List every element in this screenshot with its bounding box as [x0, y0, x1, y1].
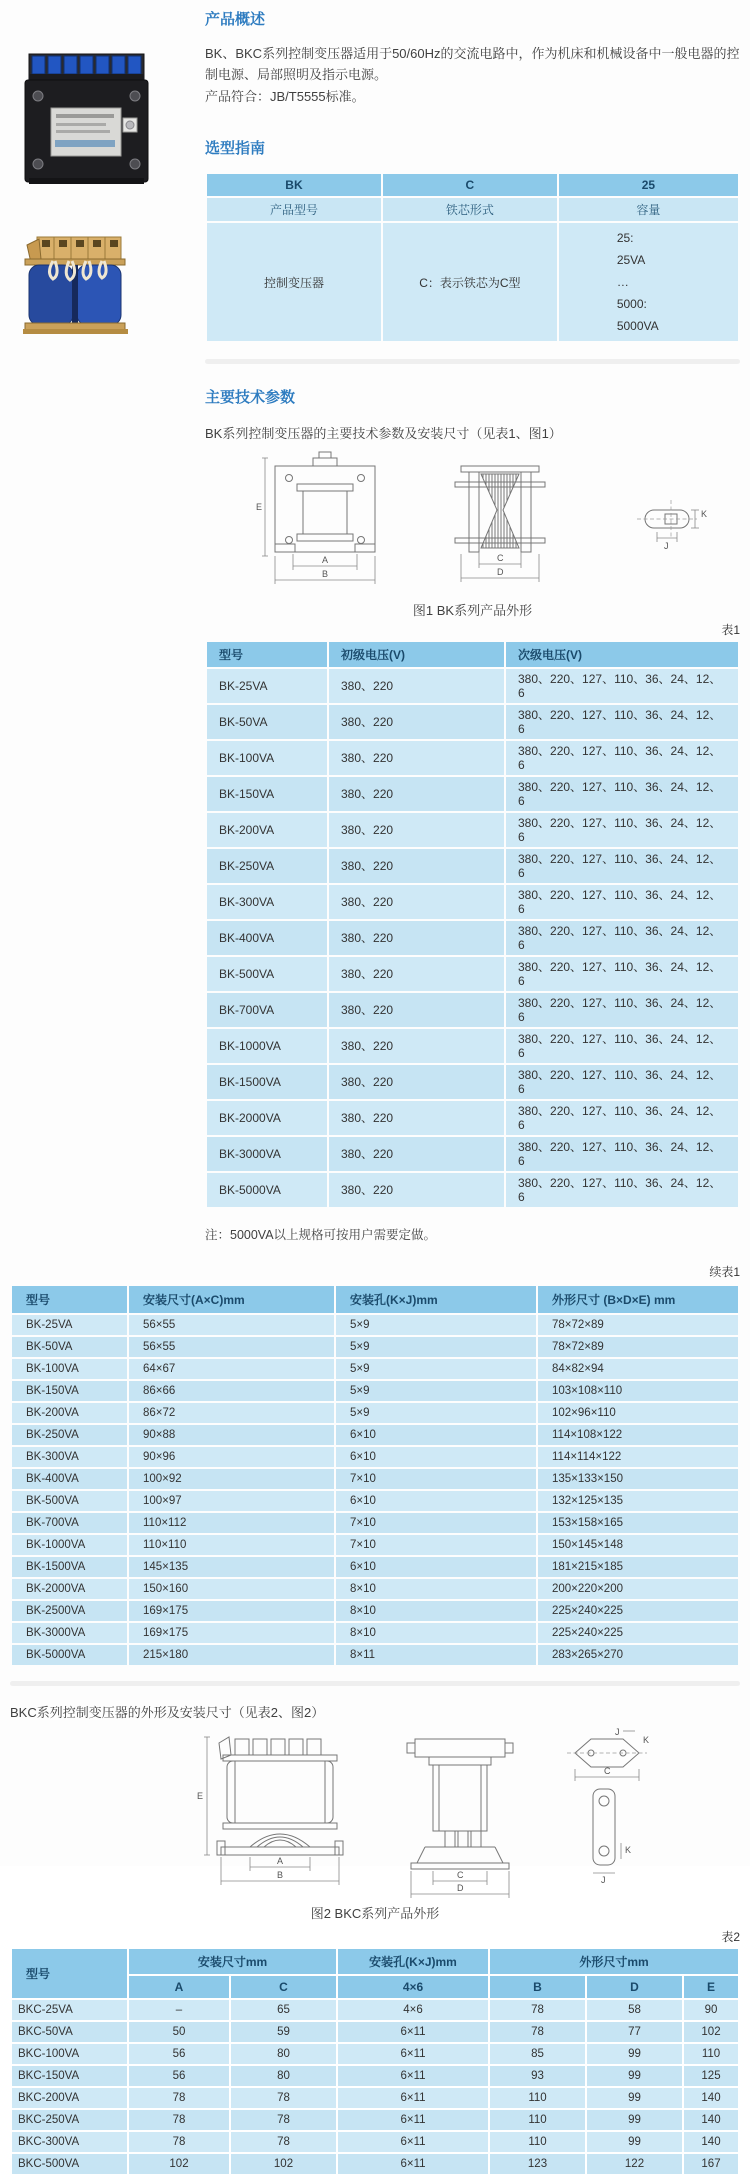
fig2-dim-c: C — [457, 1870, 464, 1881]
table-cell: 64×67 — [129, 1359, 334, 1379]
table-cell: 5×9 — [336, 1381, 536, 1401]
model-cell: BK-25VA — [207, 669, 327, 703]
table-row — [12, 1337, 738, 1357]
model-cell: BK-250VA — [207, 849, 327, 883]
overview-heading: 产品概述 — [205, 11, 266, 28]
fig1-dim-b: B — [322, 569, 329, 580]
model-cell: BK-700VA — [12, 1513, 127, 1533]
table-cell: 58 — [587, 2000, 682, 2020]
table-row — [207, 921, 738, 955]
table-cell: 78 — [231, 2132, 336, 2152]
table-cell: 78 — [490, 2000, 585, 2020]
table-row — [12, 1315, 738, 1335]
table-cell: 5×9 — [336, 1337, 536, 1357]
table-row — [12, 2088, 738, 2108]
table-cell: 6×11 — [338, 2154, 488, 2174]
table-row — [12, 1381, 738, 1401]
table-cell: 78×72×89 — [538, 1315, 738, 1335]
table-cell: 380、220、127、110、36、24、12、6 — [506, 1137, 738, 1171]
model-cell: BK-25VA — [12, 1315, 127, 1335]
cont-header-hole: 安装孔(K×J)mm — [336, 1286, 536, 1313]
selection-heading: 选型指南 — [205, 140, 266, 158]
model-cell: BK-250VA — [12, 1425, 127, 1445]
table-cell: 380、220、127、110、36、24、12、6 — [506, 741, 738, 775]
model-cell: BK-2000VA — [12, 1579, 127, 1599]
table-cell: 90×88 — [129, 1425, 334, 1445]
figure1-caption: 图1 BK系列产品外形 — [412, 603, 533, 619]
table-cell: 380、220、127、110、36、24、12、6 — [506, 885, 738, 919]
model-cell: BK-100VA — [12, 1359, 127, 1379]
model-cell: BK-400VA — [207, 921, 327, 955]
model-cell: BK-300VA — [12, 1447, 127, 1467]
table-cell: 123 — [490, 2154, 585, 2174]
table-cell: 6×10 — [336, 1425, 536, 1445]
table-cell: 80 — [231, 2044, 336, 2064]
model-cell: BK-300VA — [207, 885, 327, 919]
table-cell: 56×55 — [129, 1337, 334, 1357]
fig1-dim-k: K — [701, 509, 708, 520]
model-cell: BKC-200VA — [12, 2088, 127, 2108]
table-cell: 78 — [129, 2088, 229, 2108]
fig1-dim-c: C — [497, 553, 504, 564]
table-cell: 50 — [129, 2022, 229, 2042]
table-cell: 6×10 — [336, 1447, 536, 1467]
table-cell: 122 — [587, 2154, 682, 2174]
fig2-dim-b: B — [277, 1870, 284, 1881]
table-cell: 380、220、127、110、36、24、12、6 — [506, 849, 738, 883]
table-cell: 140 — [684, 2132, 738, 2152]
model-cell: BK-200VA — [12, 1403, 127, 1423]
table-cell: 6×11 — [338, 2044, 488, 2064]
model-cell: BK-100VA — [207, 741, 327, 775]
table-cell: 6×11 — [338, 2110, 488, 2130]
table-cell: 86×72 — [129, 1403, 334, 1423]
table-cell: 102 — [129, 2154, 229, 2174]
table-row — [207, 669, 738, 703]
table-row — [207, 198, 738, 221]
figure2-bkc-outline-drawing — [65, 1727, 685, 1899]
table-row — [207, 957, 738, 991]
table-cell: 114×114×122 — [538, 1447, 738, 1467]
model-cell: BKC-100VA — [12, 2044, 127, 2064]
table-row — [12, 1949, 738, 1974]
section-divider — [205, 359, 740, 364]
t2-header-mount-group: 安装尺寸mm — [129, 1949, 336, 1974]
table-cell: 153×158×165 — [538, 1513, 738, 1533]
cont-header-model: 型号 — [12, 1286, 127, 1313]
table-cell: 102 — [684, 2022, 738, 2042]
table-cell: 85 — [490, 2044, 585, 2064]
model-cell: BK-1000VA — [207, 1029, 327, 1063]
selection-guide-table — [205, 172, 740, 343]
bkc-transformer-photo — [23, 235, 128, 335]
table-cell: 7×10 — [336, 1535, 536, 1555]
table-cell: 8×11 — [336, 1645, 536, 1665]
table-cell: 86×66 — [129, 1381, 334, 1401]
table-cell: 380、220 — [329, 1101, 504, 1135]
table-cell: 169×175 — [129, 1601, 334, 1621]
sel-sub-capacity: 容量 — [559, 198, 738, 221]
fig1-dim-d: D — [497, 567, 504, 578]
table-row — [12, 2110, 738, 2130]
table-cell: 380、220、127、110、36、24、12、6 — [506, 705, 738, 739]
table-cell: 380、220、127、110、36、24、12、6 — [506, 1029, 738, 1063]
table-cell: 102×96×110 — [538, 1403, 738, 1423]
table-cell: 380、220 — [329, 993, 504, 1027]
t2-sub-b: B — [490, 1976, 585, 1998]
table-cell: 225×240×225 — [538, 1623, 738, 1643]
table-row — [12, 1469, 738, 1489]
model-cell: BKC-300VA — [12, 2132, 127, 2152]
table-cell: 114×108×122 — [538, 1425, 738, 1445]
table-cell: 99 — [587, 2132, 682, 2152]
table-cell: 169×175 — [129, 1623, 334, 1643]
table-cell: 380、220 — [329, 1029, 504, 1063]
t2-header-outline-group: 外形尺寸mm — [490, 1949, 738, 1974]
model-cell: BK-2500VA — [12, 1601, 127, 1621]
model-cell: BKC-500VA — [12, 2154, 127, 2174]
table-cell: 6×11 — [338, 2022, 488, 2042]
fig2-dim-d: D — [457, 1883, 464, 1894]
table-row — [12, 1601, 738, 1621]
table-cell: 59 — [231, 2022, 336, 2042]
tech-intro: BK系列控制变压器的主要技术参数及安装尺寸（见表1、图1） — [205, 426, 562, 442]
table-cell: 380、220 — [329, 669, 504, 703]
sel-sub-core: 铁芯形式 — [383, 198, 557, 221]
capacity-line: 25VA — [616, 253, 646, 268]
capacity-line: 5000: — [616, 297, 647, 312]
model-cell: BK-50VA — [207, 705, 327, 739]
table-cell: 77 — [587, 2022, 682, 2042]
sel-sub-model: 产品型号 — [207, 198, 381, 221]
table-cell: 78 — [490, 2022, 585, 2042]
table-cell: 150×145×148 — [538, 1535, 738, 1555]
table-row — [12, 2066, 738, 2086]
table-cell: 380、220 — [329, 1173, 504, 1207]
table-cell: 6×11 — [338, 2088, 488, 2108]
table-row — [12, 1513, 738, 1533]
table-cell: 93 — [490, 2066, 585, 2086]
table-row — [207, 223, 738, 341]
table-cell: 225×240×225 — [538, 1601, 738, 1621]
model-cell: BK-500VA — [207, 957, 327, 991]
table-cell: 380、220、127、110、36、24、12、6 — [506, 957, 738, 991]
table-row — [207, 174, 738, 196]
table-cell: 103×108×110 — [538, 1381, 738, 1401]
table-cell: 150×160 — [129, 1579, 334, 1599]
table-cell: 4×6 — [338, 2000, 488, 2020]
model-cell: BKC-250VA — [12, 2110, 127, 2130]
table-row — [207, 813, 738, 847]
table-cell: 8×10 — [336, 1579, 536, 1599]
table-cell: 8×10 — [336, 1601, 536, 1621]
table-cell: 380、220 — [329, 885, 504, 919]
table-cell: 110×110 — [129, 1535, 334, 1555]
table-row — [12, 1491, 738, 1511]
fig1-dim-e: E — [256, 502, 263, 513]
table-cell: 125 — [684, 2066, 738, 2086]
table-cell: 7×10 — [336, 1513, 536, 1533]
sel-capacity-cell — [559, 223, 738, 341]
table-row — [12, 1359, 738, 1379]
cont-header-outline: 外形尺寸 (B×D×E) mm — [538, 1286, 738, 1313]
table-row — [12, 2022, 738, 2042]
model-cell: BK-1500VA — [12, 1557, 127, 1577]
bk-voltage-table — [205, 640, 740, 1209]
model-cell: BK-2000VA — [207, 1101, 327, 1135]
figure1-bk-outline-drawing — [205, 448, 740, 596]
t2-sub-hole: 4×6 — [338, 1976, 488, 1998]
table-cell: 110 — [684, 2044, 738, 2064]
table-row — [207, 1065, 738, 1099]
table-cell: 5×9 — [336, 1359, 536, 1379]
t2-sub-d: D — [587, 1976, 682, 1998]
table-row — [207, 1173, 738, 1207]
table-cell: – — [129, 2000, 229, 2020]
table-cell: 380、220、127、110、36、24、12、6 — [506, 777, 738, 811]
table-cell: 380、220 — [329, 1065, 504, 1099]
table-cell: 132×125×135 — [538, 1491, 738, 1511]
model-cell: BK-3000VA — [12, 1623, 127, 1643]
table-cell: 380、220 — [329, 777, 504, 811]
model-cell: BK-200VA — [207, 813, 327, 847]
table-row — [207, 849, 738, 883]
cont-table-label: 续表1 — [709, 1265, 740, 1280]
table-row — [12, 2000, 738, 2020]
table-cell: 140 — [684, 2110, 738, 2130]
table-cell: 380、220 — [329, 1137, 504, 1171]
table-cell: 145×135 — [129, 1557, 334, 1577]
table-row — [207, 993, 738, 1027]
table-cell: 167 — [684, 2154, 738, 2174]
table-cell: 78 — [129, 2132, 229, 2152]
fig2-dim-e: E — [197, 1791, 204, 1802]
model-cell: BK-150VA — [207, 777, 327, 811]
model-cell: BK-5000VA — [12, 1645, 127, 1665]
table2-label: 表2 — [721, 1930, 740, 1945]
bkc-dimensions-table — [10, 1947, 740, 2176]
table-cell: 90×96 — [129, 1447, 334, 1467]
table-cell: 380、220 — [329, 849, 504, 883]
overview-line-1: BK、BKC系列控制变压器适用于50/60Hz的交流电路中，作为机床和机械设备中一般电器的控制电源、局部照明及指示电源。 — [205, 46, 740, 83]
table-cell: 6×11 — [338, 2066, 488, 2086]
capacity-line: 25: — [616, 231, 634, 246]
sel-header-c: C — [383, 174, 557, 196]
table-cell: 380、220、127、110、36、24、12、6 — [506, 813, 738, 847]
table-cell: 99 — [587, 2110, 682, 2130]
table-cell: 283×265×270 — [538, 1645, 738, 1665]
table-row — [12, 1579, 738, 1599]
table-cell: 110 — [490, 2088, 585, 2108]
sel-header-bk: BK — [207, 174, 381, 196]
model-cell: BK-500VA — [12, 1491, 127, 1511]
table-cell: 380、220、127、110、36、24、12、6 — [506, 921, 738, 955]
table-cell: 78×72×89 — [538, 1337, 738, 1357]
model-cell: BKC-25VA — [12, 2000, 127, 2020]
t1-header-secondary: 次级电压(V) — [506, 642, 738, 667]
table-cell: 380、220、127、110、36、24、12、6 — [506, 1173, 738, 1207]
t2-header-model: 型号 — [12, 1949, 127, 1998]
table-row — [207, 705, 738, 739]
t2-header-hole-group: 安装孔(K×J)mm — [338, 1949, 488, 1974]
tech-heading: 主要技术参数 — [205, 389, 296, 407]
table-cell: 135×133×150 — [538, 1469, 738, 1489]
table-cell: 5×9 — [336, 1403, 536, 1423]
table-cell: 110 — [490, 2132, 585, 2152]
table-cell: 380、220、127、110、36、24、12、6 — [506, 1065, 738, 1099]
capacity-line: 5000VA — [616, 319, 659, 334]
table-cell: 78 — [231, 2088, 336, 2108]
bkc-intro: BKC系列控制变压器的外形及安装尺寸（见表2、图2） — [10, 1705, 325, 1721]
fig1-dim-j: J — [664, 541, 669, 552]
table-row — [207, 1101, 738, 1135]
table-cell: 6×10 — [336, 1491, 536, 1511]
table-row — [12, 1535, 738, 1555]
table-cell: 380、220 — [329, 741, 504, 775]
cont-header-mount: 安装尺寸(A×C)mm — [129, 1286, 334, 1313]
capacity-line: … — [616, 275, 629, 290]
table-cell: 56×55 — [129, 1315, 334, 1335]
table-cell: 110 — [490, 2110, 585, 2130]
t2-sub-c: C — [231, 1976, 336, 1998]
bk-dimensions-table — [10, 1284, 740, 1667]
model-cell: BKC-50VA — [12, 2022, 127, 2042]
table-cell: 380、220、127、110、36、24、12、6 — [506, 1101, 738, 1135]
table-cell: 90 — [684, 2000, 738, 2020]
model-cell: BK-1500VA — [207, 1065, 327, 1099]
fig2-dim-k2: K — [625, 1845, 632, 1856]
table-row — [12, 2154, 738, 2174]
table-cell: 78 — [231, 2110, 336, 2130]
table-cell: 65 — [231, 2000, 336, 2020]
table-cell: 200×220×200 — [538, 1579, 738, 1599]
fig2-dim-j2: J — [601, 1875, 606, 1886]
fig2-dim-a: A — [277, 1856, 284, 1867]
table-cell: 99 — [587, 2044, 682, 2064]
model-cell: BKC-150VA — [12, 2066, 127, 2086]
table-row — [12, 1645, 738, 1665]
table-cell: 56 — [129, 2044, 229, 2064]
t2-sub-e: E — [684, 1976, 738, 1998]
table-cell: 8×10 — [336, 1623, 536, 1643]
model-cell: BK-700VA — [207, 993, 327, 1027]
table-cell: 99 — [587, 2066, 682, 2086]
t2-sub-a: A — [129, 1976, 229, 1998]
table-cell: 380、220 — [329, 705, 504, 739]
table-row — [12, 1623, 738, 1643]
table-row — [12, 1425, 738, 1445]
table-cell: 84×82×94 — [538, 1359, 738, 1379]
fig2-dim-j-top: J — [615, 1727, 620, 1738]
table-cell: 380、220 — [329, 921, 504, 955]
table-cell: 80 — [231, 2066, 336, 2086]
sel-core-cell: C：表示铁芯为C型 — [383, 223, 557, 341]
table-cell: 5×9 — [336, 1315, 536, 1335]
table-row — [12, 1447, 738, 1467]
table-row — [207, 642, 738, 667]
table-cell: 78 — [129, 2110, 229, 2130]
table1-note: 注：5000VA以上规格可按用户需要定做。 — [205, 1228, 437, 1243]
table-cell: 56 — [129, 2066, 229, 2086]
table-cell: 6×11 — [338, 2132, 488, 2152]
table-row — [12, 2132, 738, 2152]
fig1-dim-a: A — [322, 555, 329, 566]
t1-header-primary: 初级电压(V) — [329, 642, 504, 667]
table-cell: 380、220 — [329, 957, 504, 991]
table-cell: 110×112 — [129, 1513, 334, 1533]
table-row — [12, 1403, 738, 1423]
fig2-dim-c2: C — [604, 1766, 611, 1777]
table-row — [207, 1029, 738, 1063]
model-cell: BK-150VA — [12, 1381, 127, 1401]
sel-header-25: 25 — [559, 174, 738, 196]
model-cell: BK-3000VA — [207, 1137, 327, 1171]
table-cell: 380、220、127、110、36、24、12、6 — [506, 669, 738, 703]
table-row — [207, 741, 738, 775]
table-cell: 7×10 — [336, 1469, 536, 1489]
table-cell: 181×215×185 — [538, 1557, 738, 1577]
table-cell: 99 — [587, 2088, 682, 2108]
table-cell: 100×97 — [129, 1491, 334, 1511]
section-divider — [10, 1681, 740, 1686]
table-cell: 140 — [684, 2088, 738, 2108]
table-row — [207, 777, 738, 811]
table-row — [207, 885, 738, 919]
table1-label: 表1 — [721, 623, 740, 638]
table-row — [12, 2044, 738, 2064]
fig2-dim-k-top: K — [643, 1735, 650, 1746]
figure2-caption: 图2 BKC系列产品外形 — [310, 1906, 440, 1922]
table-row — [207, 1137, 738, 1171]
table-cell: 102 — [231, 2154, 336, 2174]
sel-product-cell: 控制变压器 — [207, 223, 381, 341]
bk-transformer-photo — [25, 48, 148, 190]
table-row — [12, 1286, 738, 1313]
model-cell: BK-1000VA — [12, 1535, 127, 1555]
t1-header-model: 型号 — [207, 642, 327, 667]
table-cell: 215×180 — [129, 1645, 334, 1665]
table-cell: 100×92 — [129, 1469, 334, 1489]
overview-line-2: 产品符合：JB/T5555标准。 — [205, 88, 365, 104]
table-cell: 380、220 — [329, 813, 504, 847]
content-column — [205, 0, 740, 1243]
table-cell: 6×10 — [336, 1557, 536, 1577]
table-row — [12, 1557, 738, 1577]
continued-table-section — [10, 1263, 740, 2176]
photo-column — [0, 0, 205, 1243]
model-cell: BK-50VA — [12, 1337, 127, 1357]
model-cell: BK-400VA — [12, 1469, 127, 1489]
model-cell: BK-5000VA — [207, 1173, 327, 1207]
table-cell: 380、220、127、110、36、24、12、6 — [506, 993, 738, 1027]
overview-paragraph — [205, 43, 740, 107]
